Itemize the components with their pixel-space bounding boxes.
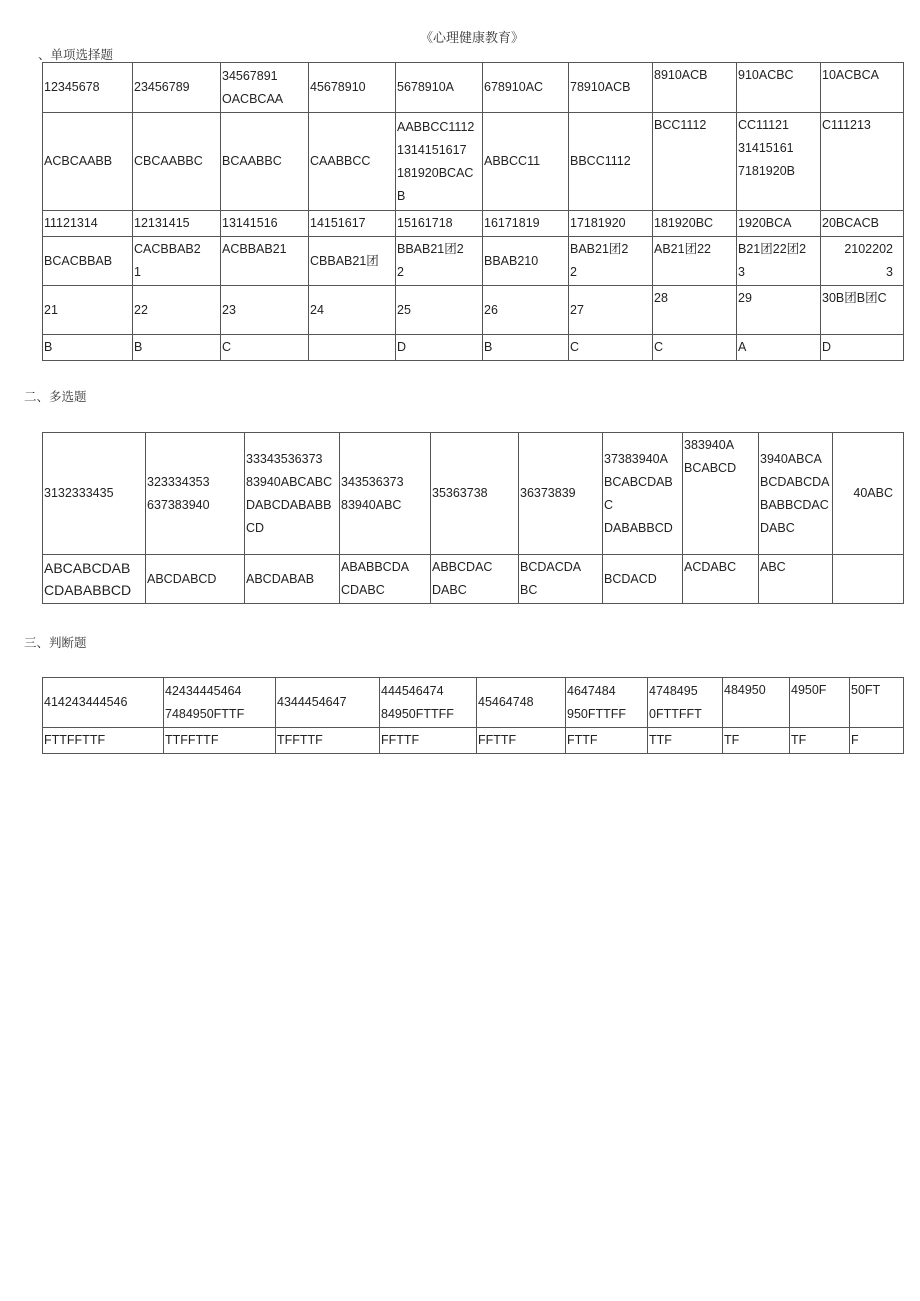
table-cell: 12131415 <box>133 211 221 237</box>
table-cell: 23456789 <box>133 63 221 113</box>
table-cell: 50FT <box>850 678 904 728</box>
table-row <box>43 728 904 754</box>
table-cell: ABABBCDA CDABC <box>340 555 431 604</box>
table-row <box>43 555 904 604</box>
table-cell: BCDACD <box>603 555 683 604</box>
table-cell: 33343536373 83940ABCABC DABCDABABB CD <box>245 433 340 555</box>
table-cell: 4647484 950FTTFF <box>566 678 648 728</box>
table-cell: 414243444546 <box>43 678 164 728</box>
table-cell: 28 <box>653 286 737 335</box>
table-cell: 1920BCA <box>737 211 821 237</box>
table-cell: 25 <box>396 286 483 335</box>
table-cell: 13141516 <box>221 211 309 237</box>
table-cell: 16171819 <box>483 211 569 237</box>
table-cell: B <box>43 335 133 361</box>
table-cell: 181920BC <box>653 211 737 237</box>
table-cell <box>309 335 396 361</box>
table-cell: BCACBBAB <box>43 237 133 286</box>
table-row <box>43 433 904 555</box>
table-cell: BAB21团2 2 <box>569 237 653 286</box>
table-cell: F <box>850 728 904 754</box>
table-cell: A <box>737 335 821 361</box>
table-cell: ACBBAB21 <box>221 237 309 286</box>
section-single-choice-heading: 、单项选择题 <box>38 47 114 62</box>
table-cell: 678910AC <box>483 63 569 113</box>
document-title: 《心理健康教育》 <box>419 31 524 46</box>
table-cell: 10ACBCA <box>821 63 904 113</box>
table-cell: 35363738 <box>431 433 519 555</box>
table-cell: 45464748 <box>477 678 566 728</box>
table-cell: C <box>569 335 653 361</box>
table-row <box>43 237 904 286</box>
table-cell: BBCC1112 <box>569 113 653 211</box>
table-cell: ABCDABAB <box>245 555 340 604</box>
table-cell: 12345678 <box>43 63 133 113</box>
table-cell: CAABBCC <box>309 113 396 211</box>
table-cell: 444546474 84950FTTFF <box>380 678 477 728</box>
table-cell: TF <box>723 728 790 754</box>
table-cell: 42434445464 7484950FTTF <box>164 678 276 728</box>
table-cell: FTTFFTTF <box>43 728 164 754</box>
table-cell: 484950 <box>723 678 790 728</box>
table-cell: BCAABBC <box>221 113 309 211</box>
table-cell: 37383940A BCABCDABC DABABBCD <box>603 433 683 555</box>
table-cell: CACBBAB2 1 <box>133 237 221 286</box>
table-row <box>43 335 904 361</box>
table-row <box>43 113 904 211</box>
table-row <box>43 211 904 237</box>
table-cell: 910ACBC <box>737 63 821 113</box>
table-cell: 4950F <box>790 678 850 728</box>
table-cell: BBAB21团2 2 <box>396 237 483 286</box>
table-cell: FFTTF <box>477 728 566 754</box>
table-cell: 26 <box>483 286 569 335</box>
table-cell: 78910ACB <box>569 63 653 113</box>
table-cell: BCDACDA BC <box>519 555 603 604</box>
table-cell: 3132333435 <box>43 433 146 555</box>
table-cell: 22 <box>133 286 221 335</box>
table-cell: 20BCACB <box>821 211 904 237</box>
table-cell: CBCAABBC <box>133 113 221 211</box>
table-cell: D <box>396 335 483 361</box>
table-cell: ABCABCDAB CDABABBCD <box>43 555 146 604</box>
table-cell: TFFTTF <box>276 728 380 754</box>
table-cell: 11121314 <box>43 211 133 237</box>
table-cell: D <box>821 335 904 361</box>
table-cell: 323334353 637383940 <box>146 433 245 555</box>
table-cell: B21团22团2 3 <box>737 237 821 286</box>
table-cell: CC11121 31415161 7181920B <box>737 113 821 211</box>
table-cell: TF <box>790 728 850 754</box>
table-cell: AB21团22 <box>653 237 737 286</box>
table-row <box>43 286 904 335</box>
table-cell: FFTTF <box>380 728 477 754</box>
table-cell: 2102202 3 <box>821 237 904 286</box>
table-cell: 17181920 <box>569 211 653 237</box>
table-cell <box>833 555 904 604</box>
multi-choice-answer-table <box>42 432 904 604</box>
table-cell: 45678910 <box>309 63 396 113</box>
table-cell: 24 <box>309 286 396 335</box>
table-cell: TTF <box>648 728 723 754</box>
single-choice-answer-table <box>42 62 904 361</box>
table-cell: ABC <box>759 555 833 604</box>
table-row <box>43 63 904 113</box>
table-cell: 383940A BCABCD <box>683 433 759 555</box>
judgement-answer-table <box>42 677 904 754</box>
table-cell: 21 <box>43 286 133 335</box>
table-cell: 40ABC <box>833 433 904 555</box>
table-cell: 34567891 OACBCAA <box>221 63 309 113</box>
table-cell: C <box>221 335 309 361</box>
table-cell: C111213 <box>821 113 904 211</box>
table-cell: 36373839 <box>519 433 603 555</box>
table-cell: BCC1112 <box>653 113 737 211</box>
table-cell: B <box>133 335 221 361</box>
section-judgement-heading: 三、判断题 <box>24 635 87 650</box>
table-row <box>43 678 904 728</box>
table-cell: ABBCDAC DABC <box>431 555 519 604</box>
table-cell: 29 <box>737 286 821 335</box>
table-cell: ACDABC <box>683 555 759 604</box>
table-cell: 4748495 0FTTFFT <box>648 678 723 728</box>
table-cell: 3940ABCA BCDABCDA BABBCDAC DABC <box>759 433 833 555</box>
table-cell: 23 <box>221 286 309 335</box>
table-cell: CBBAB21团 <box>309 237 396 286</box>
table-cell: 5678910A <box>396 63 483 113</box>
table-cell: ACBCAABB <box>43 113 133 211</box>
section-multi-choice-heading: 二、多选题 <box>24 389 87 404</box>
table-cell: 15161718 <box>396 211 483 237</box>
table-cell: AABBCC1112 1314151617 181920BCAC B <box>396 113 483 211</box>
table-cell: BBAB210 <box>483 237 569 286</box>
table-cell: 27 <box>569 286 653 335</box>
table-cell: FTTF <box>566 728 648 754</box>
table-cell: ABBCC11 <box>483 113 569 211</box>
table-cell: C <box>653 335 737 361</box>
table-cell: 4344454647 <box>276 678 380 728</box>
table-cell: ABCDABCD <box>146 555 245 604</box>
table-cell: 30B团B团C <box>821 286 904 335</box>
table-cell: 343536373 83940ABC <box>340 433 431 555</box>
table-cell: 8910ACB <box>653 63 737 113</box>
table-cell: 14151617 <box>309 211 396 237</box>
table-cell: B <box>483 335 569 361</box>
table-cell: TTFFTTF <box>164 728 276 754</box>
